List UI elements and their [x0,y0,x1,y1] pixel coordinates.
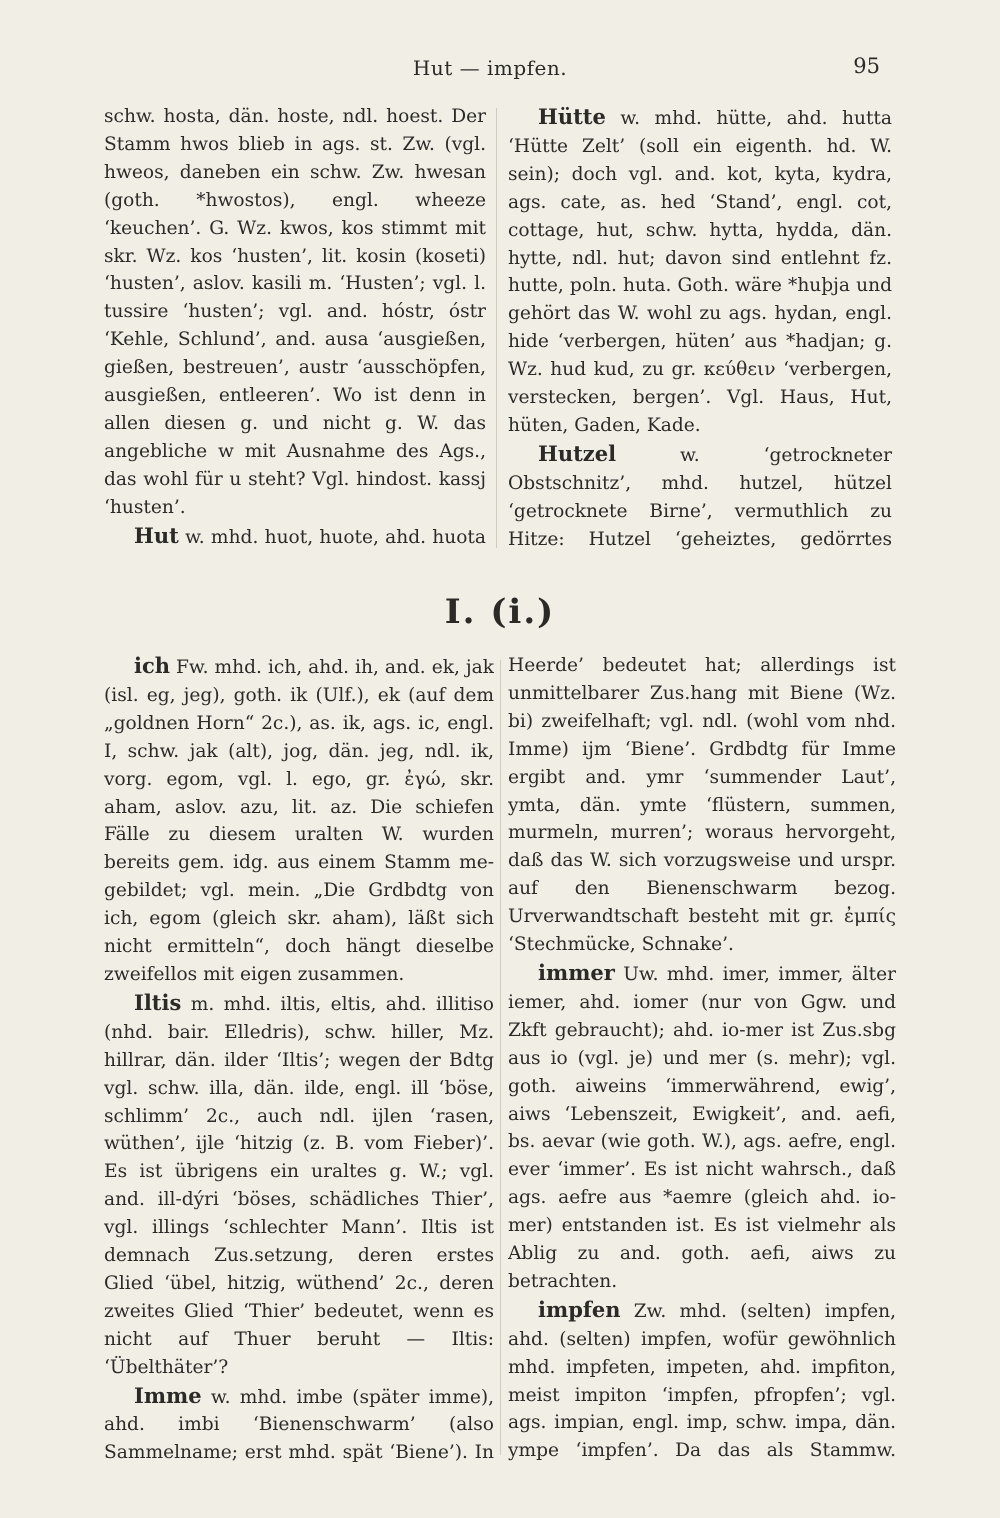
headword-impfen: impfen [538,1296,621,1322]
entry-immer-text: Uw. mhd. imer, immer, älter iemer, ahd. iomer (nur von Ggw. und Zkft gebraucht); ahd. io-mer ist Zus.sbg aus io (vgl. je) und mer (s. mehr); vgl. goth. aiweins ‘immerwährend, ewig’, aiws ‘Lebenszeit, Ewigkeit’, and. aefi, bs. aevar (wie goth. W.), ags. aefre, engl. ever ‘immer’. Es ist nicht wahrsch., daß ags. aefre aus *aemre (gleich ahd. io-mer) entstanden ist. Es ist vielmehr als Ablig zu and. goth. aefi, aiws zu betrachten. [508,963,896,1292]
entry-iltis [104,989,494,1382]
entry-huette-text: w. mhd. hütte, ahd. hutta ‘Hütte Zelt’ (soll ein eigenth. hd. W. sein); doch vgl. and. kot, kyta, kydra, ags. cate, as. hed ‘Stand’, engl. cot, cottage, hut, schw. hytta, hydda, dän. hytte, ndl. hut; davon sind entlehnt fz. hutte, poln. huta. Goth. wäre *huþja und gehört das W. wohl zu ags. hydan, engl. hide ‘verbergen, hüten’ aus *hadjan; g. Wz. hud kud, zu gr. κεύθειν ‘verbergen, verstecken, bergen’. Vgl. Haus, Hut, hüten, Gaden, Kade. [508,108,892,436]
entry-hutzel [508,440,892,555]
entry-continuation-imme: Heerde’ bedeutet hat; allerdings ist unmittelbarer Zus.hang mit Biene (Wz. bi) zweifelhaft; vgl. ndl. (wohl vom nhd. Imme) ijm ‘Biene’. Grdbdtg für Imme ergibt and. ymr ‘summender Laut’, ymta, dän. ymte ‘flüstern, summen, murmeln, murren’; woraus hervorgeht, daß das W. sich vorzugsweise und urspr. auf den Bienenschwarm bezog. Urverwandtschaft besteht mit gr. ἐμπίς ‘Stechmücke, Schnake’. [508,655,896,956]
bottom-right-column [508,652,896,1464]
entry-hut-text: w. mhd. huot, huote, ahd. huota [185,526,486,548]
section-heading: I. (i.) [444,592,556,632]
headword-ich: ich [134,653,171,678]
top-right-column [508,103,892,555]
entry-hutzel-text: w. ‘getrockneter Obstschnitz’, mhd. hutzel, hützel ‘getrocknete Birne’, vermuthlich zu Hitze: Hutzel ‘geheiztes, gedörrtes [508,444,892,550]
entry-impfen [508,1296,896,1464]
headword-huette: Hütte [538,104,606,129]
headword-iltis: Iltis [134,989,182,1015]
page-header [100,50,880,84]
page-number: 95 [853,54,880,78]
bottom-left-column [104,652,494,1464]
entry-impfen-text: Zw. mhd. (selten) impfen, ahd. (selten) impfen, wofür gewöhnlich mhd. impfeten, impeten, ahd. impfiton, meist impiton ‘impfen, pfropfen’; vgl. ags. impian, engl. imp, schw. impa, dän. ympe ‘impfen’. Da das als Stammw. [508,1300,896,1462]
entry-ich [104,652,494,989]
entry-hut [104,522,486,555]
headword-hutzel: Hutzel [538,440,617,466]
headword-imme: Imme [134,1382,202,1408]
running-head: Hut — impfen. [412,56,568,80]
entry-imme [104,1382,494,1464]
column-divider [496,108,497,548]
headword-hut: Hut [134,522,179,548]
headword-immer: immer [538,959,615,985]
entry-imme-text: w. mhd. imbe (später imme), ahd. imbi ‘Bienenschwarm’ (also Sammelname; erst mhd. spät ‘Biene’). In [104,1386,494,1464]
top-left-column [104,103,486,555]
entry-huette [508,103,892,440]
entry-ich-text: Fw. mhd. ich, ahd. ih, and. ek, jak (isl. eg, jeg), goth. ik (Ulf.), ek (auf dem „goldnen Horn“ 2c.), as. ik, ags. ic, engl. I, schw. jak (alt), jog, dän. jeg, ndl. ik, vorg. egom, vgl. l. ego, gr. ἐγώ, skr. aham, aslov. azu, lit. az. Die schiefen Fälle zu diesem uralten W. wurden bereits gem. idg. aus einem Stamm me-gebildet; vgl. mein. „Die Grdbdtg von ich, egom (gleich skr. aham), läßt sich nicht ermitteln“, doch hängt dieselbe zweifellos mit eigen zusammen. [104,657,494,985]
column-divider-lower [500,660,501,1455]
entry-continuation: schw. hosta, dän. hoste, ndl. hoest. Der Stamm hwos blieb in ags. st. Zw. (vgl. hweos, daneben ein schw. Zw. hwesan (goth. *hwostos), engl. wheeze ‘keuchen’. G. Wz. kwos, kos stimmt mit skr. Wz. kos ‘husten’, lit. kosin (koseti) ‘husten’, aslov. kasili m. ‘Husten’; vgl. l. tussire ‘husten’; vgl. and. hóstr, óstr ‘Kehle, Schlund’, and. ausa ‘ausgießen, gießen, bestreuen’, austr ‘ausschöpfen, ausgießen, entleeren’. Wo ist denn in allen diesen g. und nicht g. W. das angebliche w mit Ausnahme des Ags., das wohl für u steht? Vgl. hindost. kassj ‘husten’. [104,106,486,518]
entry-immer [508,959,896,1296]
entry-iltis-text: m. mhd. iltis, eltis, ahd. illitiso (nhd. bair. Elledris), schw. hiller, Mz. hillrar, dän. ilder ‘Iltis’; wegen der Bdtg vgl. schw. illa, dän. ilde, engl. ill ‘böse, schlimm’ 2c., auch ndl. ijlen ‘rasen, wüthen’, ijle ‘hitzig (z. B. vom Fieber)’. Es ist übrigens ein uraltes g. W.; vgl. and. ill-dýri ‘böses, schädliches Thier’, vgl. illings ‘schlechter Mann’. Iltis ist demnach Zus.setzung, deren erstes Glied ‘übel, hitzig, wüthend’ 2c., deren zweites Glied ‘Thier’ bedeutet, wenn es nicht auf Thuer beruht — Iltis: ‘Übelthäter’? [104,993,494,1378]
